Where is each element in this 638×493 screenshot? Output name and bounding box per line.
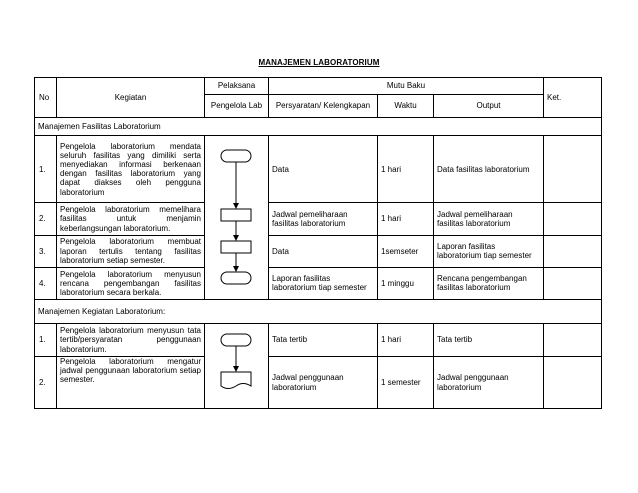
header-pengelola-lab: Pengelola Lab xyxy=(205,95,269,118)
row-ket xyxy=(544,357,602,409)
row-number: 2. xyxy=(35,357,57,409)
row-waktu: 1semseter xyxy=(378,235,434,267)
header-mutu-baku: Mutu Baku xyxy=(269,78,544,95)
table-row xyxy=(35,136,602,203)
row-waktu: 1 hari xyxy=(378,136,434,203)
terminator-end-shape xyxy=(221,272,251,284)
row-output: Jadwal pemeliharaan fasilitas laboratorium xyxy=(434,203,544,235)
row-waktu: 1 semester xyxy=(378,357,434,409)
row-kegiatan: Pengelola laboratorium memelihara fasilitas untuk menjamin keberlangsungan laboratorium. xyxy=(57,203,205,235)
row-ket xyxy=(544,203,602,235)
row-kegiatan: Pengelola laboratorium mendata seluruh fasilitas yang dimiliki serta menyediakan informasi berkenaan dengan fasilitas laboratorium yang dapat diakses oleh pengguna laboratorium xyxy=(57,136,205,203)
row-output: Data fasilitas laboratorium xyxy=(434,136,544,203)
table-row xyxy=(35,357,602,409)
row-ket xyxy=(544,235,602,267)
row-persyaratan: Tata tertib xyxy=(269,324,378,357)
header-persyaratan: Persyaratan/ Kelengkapan xyxy=(269,95,378,118)
row-number: 1. xyxy=(35,324,57,357)
row-persyaratan: Data xyxy=(269,235,378,267)
process-shape xyxy=(221,209,251,221)
section-title: Manajemen Fasilitas Laboratorium xyxy=(35,118,602,136)
row-waktu: 1 hari xyxy=(378,324,434,357)
row-persyaratan: Jadwal pemeliharaan fasilitas laboratorium xyxy=(269,203,378,235)
sop-table xyxy=(34,77,602,409)
header-waktu: Waktu xyxy=(378,95,434,118)
row-kegiatan: Pengelola laboratorium membuat laporan tertulis tentang fasilitas laboratorium setiap semester. xyxy=(57,235,205,267)
header-ket: Ket. xyxy=(544,78,602,118)
row-kegiatan: Pengelola laboratorium menyusun rencana pengembangan fasilitas laboratorium secara berkala. xyxy=(57,267,205,299)
flowchart-diagram-2 xyxy=(205,324,269,408)
section-title: Manajemen Kegiatan Laboratorium: xyxy=(35,300,602,324)
row-persyaratan: Laporan fasilitas laboratorium tiap semester xyxy=(269,267,378,299)
table-row xyxy=(35,267,602,299)
table-row xyxy=(35,203,602,235)
row-output: Laporan fasilitas laboratorium tiap semester xyxy=(434,235,544,267)
row-output: Tata tertib xyxy=(434,324,544,357)
row-ket xyxy=(544,136,602,203)
row-number: 1. xyxy=(35,136,57,203)
row-number: 4. xyxy=(35,267,57,299)
row-persyaratan: Data xyxy=(269,136,378,203)
flowchart-cell-2 xyxy=(205,324,269,409)
header-pelaksana: Pelaksana xyxy=(205,78,269,95)
table-row xyxy=(35,235,602,267)
row-waktu: 1 minggu xyxy=(378,267,434,299)
table-row xyxy=(35,324,602,357)
row-number: 3. xyxy=(35,235,57,267)
process-shape xyxy=(221,241,251,253)
row-output: Jadwal penggunaan laboratorium xyxy=(434,357,544,409)
flowchart-cell-1 xyxy=(205,136,269,300)
row-ket xyxy=(544,324,602,357)
document-title: MANAJEMEN LABORATORIUM xyxy=(258,58,380,67)
document-shape xyxy=(221,372,251,389)
header-output: Output xyxy=(434,95,544,118)
row-number: 2. xyxy=(35,203,57,235)
row-kegiatan: Pengelola laboratorium mengatur jadwal penggunaan laboratorium setiap semester. xyxy=(57,357,205,409)
row-kegiatan: Pengelola laboratorium menyusun tata tertib/persyaratan penggunaan laboratorium. xyxy=(57,324,205,357)
header-no: No xyxy=(35,78,57,118)
terminator-start-shape xyxy=(221,334,251,346)
row-waktu: 1 hari xyxy=(378,203,434,235)
row-ket xyxy=(544,267,602,299)
flowchart-diagram-1 xyxy=(205,136,269,299)
row-persyaratan: Jadwal penggunaan laboratorium xyxy=(269,357,378,409)
header-kegiatan: Kegiatan xyxy=(57,78,205,118)
row-output: Rencana pengembangan fasilitas laboratorium xyxy=(434,267,544,299)
terminator-start-shape xyxy=(221,150,251,162)
